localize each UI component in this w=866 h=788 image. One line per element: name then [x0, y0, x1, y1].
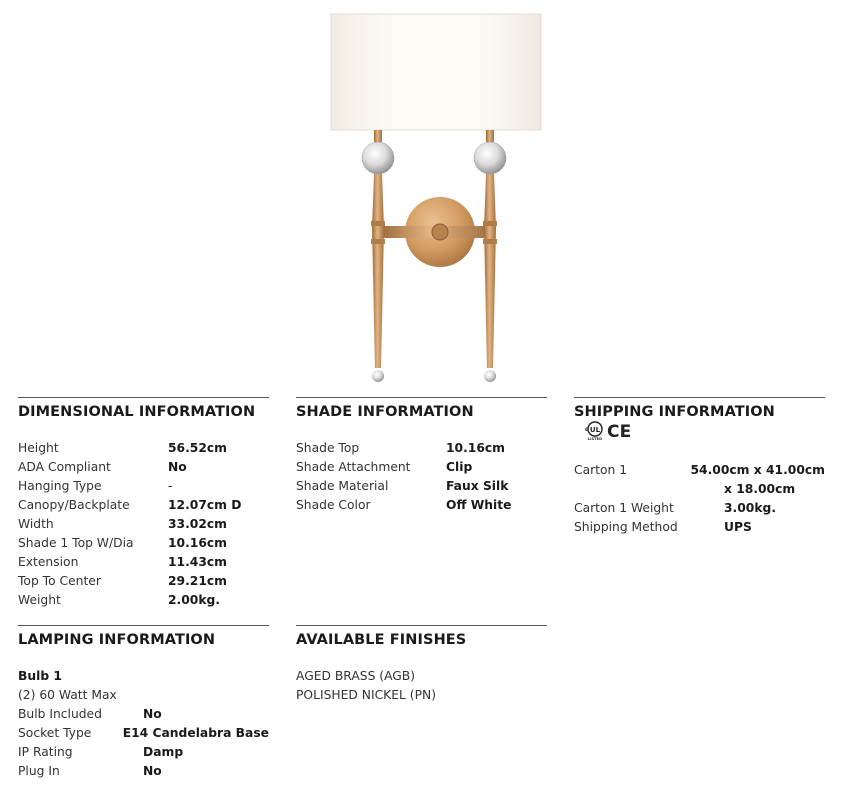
section-divider — [296, 397, 547, 398]
dimensional-section — [18, 397, 269, 610]
spec-row — [574, 480, 825, 499]
spec-row — [18, 686, 269, 705]
section-divider — [574, 397, 825, 398]
spec-value: Clip — [446, 460, 473, 474]
spec-label: Shade Top — [296, 441, 360, 455]
spec-row — [574, 461, 825, 480]
spec-value: - — [168, 479, 173, 493]
spec-value: 54.00cm x 41.00cm — [690, 463, 825, 477]
spec-value: Damp — [143, 745, 184, 759]
spec-row — [296, 439, 547, 458]
spec-table — [18, 439, 269, 610]
spec-label: Plug In — [18, 764, 60, 778]
spec-row — [574, 518, 825, 537]
spec-label — [574, 480, 724, 499]
spec-value: 2.00kg. — [168, 593, 220, 607]
spec-row — [18, 439, 269, 458]
section-title-text: SHIPPING INFORMATION — [574, 404, 775, 420]
section-title: DIMENSIONAL INFORMATION — [18, 404, 256, 420]
crystal-ball-left — [362, 142, 394, 174]
ce-mark-icon-text: CE — [607, 422, 632, 441]
spec-label: Width — [18, 517, 54, 531]
spec-label: Shade Attachment — [296, 460, 411, 474]
spec-row — [18, 515, 269, 534]
finish-item: POLISHED NICKEL (PN) — [296, 688, 436, 702]
spec-row — [18, 591, 269, 610]
spec-label: Shade Material — [296, 479, 389, 493]
spec-label: Canopy/Backplate — [18, 498, 130, 512]
ul-listed-icon-c: c — [585, 426, 589, 433]
spec-value: 56.52cm — [168, 441, 227, 455]
spec-row — [18, 534, 269, 553]
finish-list — [296, 667, 547, 705]
spec-row — [296, 458, 547, 477]
spec-row — [18, 724, 269, 743]
spec-row — [18, 705, 269, 724]
section-divider — [18, 397, 269, 398]
spec-label: Extension — [18, 555, 79, 569]
bulb-title: Bulb 1 — [18, 669, 62, 683]
spec-value: 10.16cm — [446, 441, 505, 455]
spec-row — [574, 499, 825, 518]
spec-value: No — [168, 460, 187, 474]
lamping-section — [18, 625, 269, 781]
spec-label: Socket Type — [18, 726, 92, 740]
spec-value: Off White — [446, 498, 512, 512]
spec-row — [18, 572, 269, 591]
spec-row — [18, 762, 269, 781]
section-title: AVAILABLE FINISHES — [296, 632, 467, 648]
spec-label: Height — [18, 441, 59, 455]
ul-listed-icon-listed: LISTED — [587, 437, 603, 441]
spec-label: Hanging Type — [18, 479, 102, 493]
spec-table — [18, 667, 269, 781]
product-image — [300, 8, 570, 388]
spec-table — [574, 461, 825, 537]
section-divider — [296, 625, 547, 626]
spec-row — [296, 496, 547, 515]
spec-label: Shade 1 Top W/Dia — [18, 536, 134, 550]
shade-section — [296, 397, 547, 515]
sconce-illustration — [300, 8, 570, 388]
section-title — [574, 404, 825, 443]
spec-value: Faux Silk — [446, 479, 509, 493]
spec-row — [18, 496, 269, 515]
spec-row — [18, 553, 269, 572]
section-title: SHADE INFORMATION — [296, 404, 474, 420]
spec-value: 29.21cm — [168, 574, 227, 588]
spec-label: Weight — [18, 593, 61, 607]
bulb-subtitle: (2) 60 Watt Max — [18, 688, 117, 702]
certification-icons — [582, 421, 634, 441]
spec-value: 3.00kg. — [724, 501, 776, 515]
spec-value: UPS — [724, 520, 752, 534]
crystal-ball-right — [474, 142, 506, 174]
spec-value: 11.43cm — [168, 555, 227, 569]
spec-label: ADA Compliant — [18, 460, 111, 474]
ce-mark-icon — [606, 421, 634, 441]
spec-label: Shipping Method — [574, 520, 678, 534]
section-title: LAMPING INFORMATION — [18, 632, 216, 648]
spec-label: Top To Center — [18, 574, 101, 588]
ul-listed-icon — [582, 421, 606, 441]
spec-value: 33.02cm — [168, 517, 227, 531]
spec-label: Shade Color — [296, 498, 371, 512]
spec-row — [18, 458, 269, 477]
spec-value: x 18.00cm — [724, 482, 796, 496]
finishes-section — [296, 625, 547, 705]
section-divider — [18, 625, 269, 626]
spec-row — [296, 477, 547, 496]
shipping-section — [574, 397, 825, 537]
lamp-shade — [331, 14, 541, 130]
spec-value: No — [143, 764, 162, 778]
spec-label: Bulb Included — [18, 707, 102, 721]
spec-value: 12.07cm D — [168, 498, 242, 512]
spec-value: No — [143, 707, 162, 721]
spec-label: Carton 1 Weight — [574, 501, 674, 515]
spec-label: IP Rating — [18, 745, 73, 759]
finish-item: AGED BRASS (AGB) — [296, 669, 416, 683]
spec-value: 10.16cm — [168, 536, 227, 550]
ul-listed-icon-text: UL — [589, 426, 601, 434]
spec-table — [296, 439, 547, 515]
spec-row — [18, 743, 269, 762]
spec-row — [18, 477, 269, 496]
spec-value: E14 Candelabra Base — [122, 726, 269, 740]
spec-label: Carton 1 — [574, 463, 628, 477]
